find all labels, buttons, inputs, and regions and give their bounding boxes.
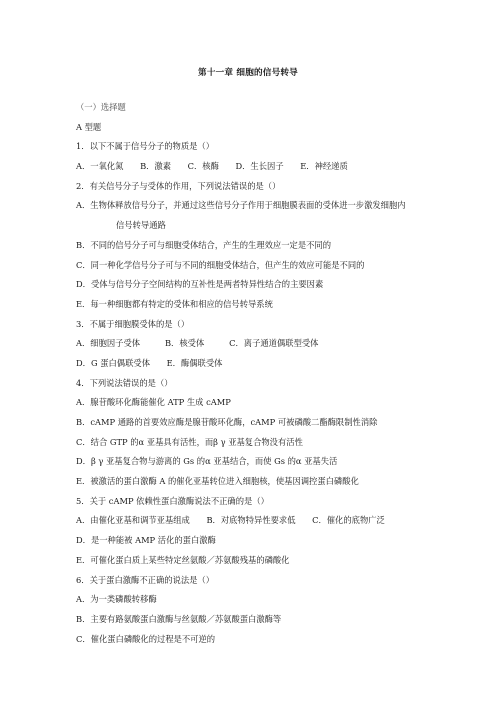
text-line: A．腺苷酸环化酶能催化 ATP 生成 cAMP [76, 397, 231, 408]
text-line: 1．以下不属于信号分子的物质是（） [76, 141, 215, 152]
text-line: E．每一种细胞都有特定的受体和相应的信号转导系统 [76, 298, 273, 309]
text-line: 信号转导通路 [116, 220, 166, 231]
text-line: D．G 蛋白偶联受体 E．酶偶联受体 [76, 357, 223, 368]
text-line: B．cAMP 通路的首要效应酶是腺苷酸环化酶，cAMP 可被磷酸二酯酶限制性消除 [76, 417, 378, 427]
text-line: A．细胞因子受体 B．核受体 C．离子通道偶联型受体 [76, 338, 319, 349]
text-line: 5．关于 cAMP 依赖性蛋白激酶说法不正确的是（） [76, 495, 269, 506]
text-line: D．β γ 亚基复合物与游离的 Gs 的α 亚基结合，而使 Gs 的α 亚基失活 [76, 456, 338, 467]
text-line: C．同一种化学信号分子可与不同的细胞受体结合，但产生的效应可能是不同的 [76, 259, 365, 270]
text-line: D．是一种能被 AMP 活化的蛋白激酶 [76, 535, 216, 546]
text-line: 4．下列说法错误的是（） [76, 377, 173, 388]
chapter-title: 第十一章 细胞的信号转导 [198, 68, 298, 78]
text-line: 6．关于蛋白激酶不正确的说法是（） [76, 574, 215, 585]
text-line: B．主要有路氨酸蛋白激酶与丝氨酸／苏氨酸蛋白激酶等 [76, 613, 282, 624]
text-line: A．为一类磷酸转移酶 [76, 594, 157, 605]
text-line: 3．不属于细胞膜受体的是（） [76, 318, 190, 329]
text-line: 2．有关信号分子与受体的作用，下列说法错误的是（） [76, 180, 281, 191]
text-line: A．由催化亚基和调节亚基组成 B．对底物特异性要求低 C．催化的底物广泛 [76, 515, 385, 526]
text-line: A．一氧化氮 B．激素 C．核酶 D．生长因子 E．神经递质 [76, 161, 348, 172]
question-body [76, 98, 476, 649]
text-line: A．生物体释放信号分子，并通过这些信号分子作用于细胞膜表面的受体进一步激发细胞内 [76, 200, 406, 211]
text-line: （一）选择题 [76, 102, 126, 112]
text-line: C．结合 GTP 的α 亚基具有活性，而β γ 亚基复合物没有活性 [76, 436, 303, 447]
text-line: C．催化蛋白磷酸化的过程是不可逆的 [76, 633, 216, 644]
text-line: A 型题 [76, 121, 102, 132]
text-line: D．受体与信号分子空间结构的互补性是两者特异性结合的主要因素 [76, 279, 324, 290]
text-line: E．可催化蛋白质上某些特定丝氨酸／苏氨酸残基的磷酸化 [76, 554, 290, 565]
text-line: B．不同的信号分子可与细胞受体结合，产生的生理效应一定是不同的 [76, 239, 332, 250]
text-line: E．被激活的蛋白激酶 A 的催化亚基转位进入细胞核，使基因调控蛋白磷酸化 [76, 476, 359, 487]
